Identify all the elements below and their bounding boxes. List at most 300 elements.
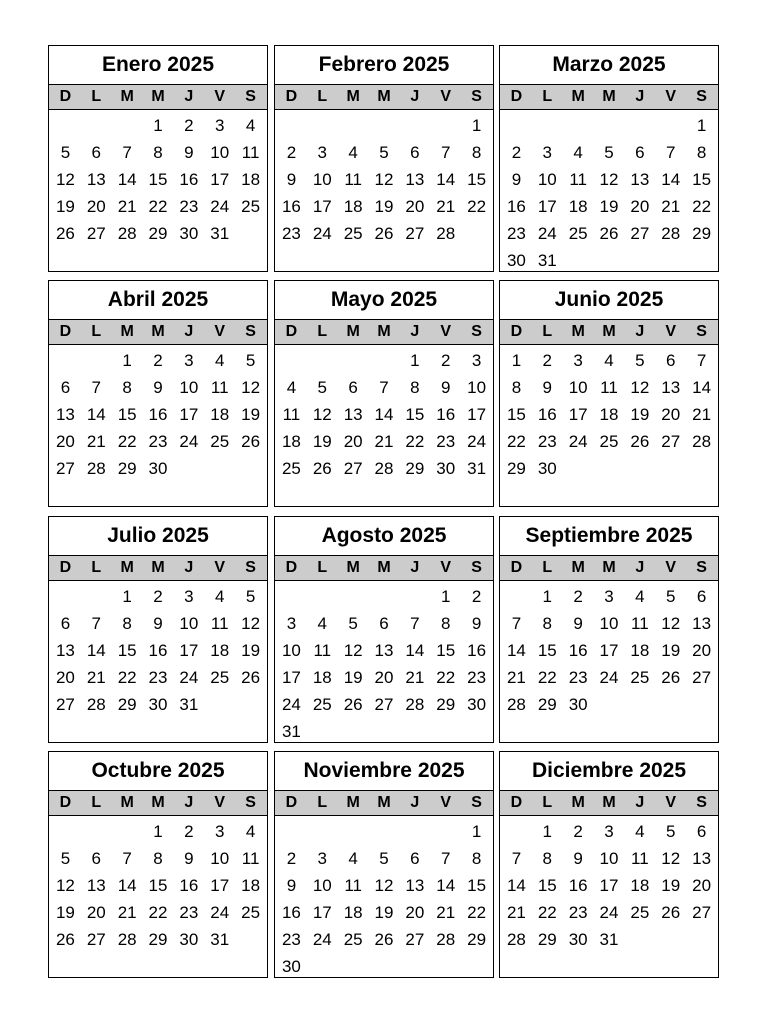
day-cell: 24: [599, 668, 619, 687]
day-grid: [49, 345, 267, 482]
empty-day-cell: [501, 112, 532, 139]
week-row: [276, 166, 492, 193]
day-cell: 18: [312, 668, 332, 687]
day-cell: 15: [467, 876, 487, 895]
day-cell: 1: [471, 822, 482, 841]
day-cell: 27: [405, 930, 425, 949]
day-cell: 23: [537, 432, 557, 451]
day-cell: 1: [122, 587, 132, 606]
day-cell: 27: [86, 930, 106, 949]
day-cell: 2: [573, 587, 583, 606]
day-cell: 27: [661, 432, 681, 451]
day-cell: 8: [696, 143, 707, 162]
day-cell: 13: [343, 405, 363, 424]
weekday-label: V: [214, 323, 226, 340]
day-cell: 1: [122, 351, 132, 370]
day-cell: 18: [210, 405, 230, 424]
day-cell: 11: [241, 849, 260, 868]
day-cell: 2: [440, 351, 451, 370]
day-cell: 5: [348, 614, 358, 633]
weekday-label: M: [377, 323, 391, 340]
day-cell: 5: [60, 849, 71, 868]
day-cell: 26: [55, 224, 75, 243]
day-cell: 4: [573, 143, 583, 162]
empty-day-cell: [686, 926, 717, 953]
weekday-label: L: [317, 88, 328, 105]
day-cell: 1: [471, 116, 482, 135]
day-cell: 8: [440, 614, 451, 633]
day-cell: 6: [60, 378, 71, 397]
week-row: [501, 220, 717, 247]
empty-day-cell: [430, 112, 461, 139]
day-cell: 8: [542, 849, 553, 868]
empty-day-cell: [235, 220, 266, 247]
day-cell: 22: [117, 668, 137, 687]
day-cell: 20: [86, 197, 106, 216]
day-cell: 1: [542, 587, 553, 606]
day-cell: 17: [179, 405, 199, 424]
week-row: [50, 583, 266, 610]
day-cell: 2: [573, 822, 583, 841]
week-row: [50, 112, 266, 139]
day-cell: 26: [343, 695, 363, 714]
weekday-label: M: [602, 794, 616, 811]
weekday-label: J: [635, 559, 645, 576]
day-grid: [500, 345, 718, 482]
day-cell: 8: [153, 143, 163, 162]
weekday-label: L: [542, 559, 553, 576]
week-row: [276, 818, 492, 845]
day-grid: [275, 110, 493, 247]
empty-day-cell: [173, 455, 204, 482]
day-cell: 3: [184, 351, 194, 370]
week-row: [50, 193, 266, 220]
day-cell: 27: [692, 668, 712, 687]
day-cell: 30: [537, 459, 557, 478]
day-cell: 10: [210, 849, 230, 868]
weekday-label: M: [571, 559, 585, 576]
day-cell: 4: [245, 822, 256, 841]
day-cell: 11: [241, 143, 260, 162]
day-cell: 10: [281, 641, 301, 660]
day-cell: 8: [122, 378, 132, 397]
weekday-header: [275, 319, 493, 345]
day-cell: 28: [117, 930, 137, 949]
empty-day-cell: [563, 112, 594, 139]
day-cell: 2: [153, 351, 163, 370]
empty-day-cell: [501, 583, 532, 610]
day-cell: 12: [55, 170, 75, 189]
weekday-label: S: [696, 323, 707, 340]
day-cell: 7: [511, 614, 522, 633]
month-block: [499, 516, 719, 743]
day-cell: 22: [436, 668, 456, 687]
weekday-label: S: [245, 794, 256, 811]
day-cell: 24: [312, 930, 332, 949]
day-cell: 19: [599, 197, 619, 216]
week-row: [276, 347, 492, 374]
week-row: [501, 664, 717, 691]
day-cell: 17: [281, 668, 301, 687]
day-cell: 30: [467, 695, 487, 714]
empty-day-cell: [307, 347, 338, 374]
day-cell: 29: [148, 224, 168, 243]
day-cell: 14: [692, 378, 712, 397]
day-cell: 16: [506, 197, 526, 216]
day-cell: 18: [568, 197, 588, 216]
weekday-label: M: [571, 323, 585, 340]
day-cell: 17: [537, 197, 557, 216]
day-cell: 22: [537, 903, 557, 922]
empty-day-cell: [50, 112, 81, 139]
day-cell: 2: [542, 351, 553, 370]
day-cell: 14: [436, 876, 456, 895]
weekday-label: D: [285, 88, 298, 105]
day-cell: 8: [410, 378, 420, 397]
month-title: Febrero 2025: [318, 53, 450, 76]
weekday-label: V: [214, 88, 226, 105]
day-cell: 4: [286, 378, 297, 397]
day-cell: 7: [122, 849, 132, 868]
weekday-header: [275, 790, 493, 816]
day-cell: 20: [55, 432, 75, 451]
day-cell: 3: [214, 822, 225, 841]
day-cell: 15: [467, 170, 487, 189]
day-cell: 18: [281, 432, 301, 451]
day-cell: 13: [630, 170, 650, 189]
week-row: [501, 926, 717, 953]
day-cell: 16: [568, 641, 588, 660]
day-cell: 10: [312, 170, 332, 189]
week-row: [50, 455, 266, 482]
day-cell: 11: [569, 170, 587, 189]
day-cell: 28: [86, 695, 106, 714]
weekday-label: J: [410, 323, 420, 340]
day-cell: 12: [374, 876, 394, 895]
day-cell: 4: [214, 351, 225, 370]
weekday-header: [275, 555, 493, 581]
day-cell: 16: [467, 641, 487, 660]
week-row: [501, 845, 717, 872]
week-row: [276, 401, 492, 428]
day-cell: 6: [348, 378, 358, 397]
empty-day-cell: [399, 818, 430, 845]
weekday-label: D: [510, 323, 523, 340]
empty-day-cell: [430, 953, 461, 980]
day-cell: 25: [312, 695, 332, 714]
day-cell: 12: [55, 876, 75, 895]
day-cell: 12: [241, 614, 261, 633]
empty-day-cell: [81, 112, 112, 139]
empty-day-cell: [430, 818, 461, 845]
day-cell: 18: [630, 641, 650, 660]
day-cell: 29: [537, 930, 557, 949]
weekday-label: J: [184, 559, 194, 576]
weekday-header: [500, 319, 718, 345]
day-cell: 14: [661, 170, 681, 189]
day-cell: 22: [148, 197, 168, 216]
week-row: [50, 166, 266, 193]
empty-day-cell: [594, 247, 625, 274]
day-cell: 12: [312, 405, 332, 424]
week-row: [50, 845, 266, 872]
day-cell: 20: [86, 903, 106, 922]
empty-day-cell: [399, 112, 430, 139]
empty-day-cell: [338, 953, 369, 980]
weekday-label: M: [120, 559, 134, 576]
weekday-label: V: [214, 794, 226, 811]
day-grid: [500, 816, 718, 953]
week-row: [50, 428, 266, 455]
day-cell: 17: [467, 405, 487, 424]
day-grid: [500, 581, 718, 718]
day-cell: 3: [573, 351, 583, 370]
day-cell: 9: [153, 614, 163, 633]
day-cell: 23: [281, 930, 301, 949]
weekday-label: M: [377, 794, 391, 811]
weekday-label: M: [377, 88, 391, 105]
day-cell: 28: [374, 459, 394, 478]
day-cell: 23: [179, 197, 199, 216]
weekday-label: D: [510, 794, 523, 811]
day-cell: 15: [148, 876, 168, 895]
week-row: [501, 401, 717, 428]
day-cell: 26: [55, 930, 75, 949]
weekday-label: V: [440, 323, 452, 340]
day-cell: 12: [599, 170, 619, 189]
day-cell: 13: [661, 378, 681, 397]
day-cell: 8: [471, 143, 482, 162]
day-cell: 14: [374, 405, 394, 424]
empty-day-cell: [399, 953, 430, 980]
month-title: Julio 2025: [107, 524, 209, 547]
week-row: [276, 718, 492, 745]
day-cell: 22: [467, 903, 487, 922]
week-row: [50, 899, 266, 926]
weekday-label: S: [696, 794, 707, 811]
day-cell: 14: [405, 641, 425, 660]
day-cell: 24: [210, 197, 230, 216]
day-cell: 24: [179, 668, 199, 687]
week-row: [50, 818, 266, 845]
day-cell: 22: [537, 668, 557, 687]
week-row: [276, 664, 492, 691]
day-cell: 30: [179, 930, 199, 949]
month-title: Enero 2025: [101, 53, 215, 76]
day-cell: 25: [568, 224, 588, 243]
day-cell: 9: [542, 378, 553, 397]
weekday-label: L: [317, 323, 328, 340]
day-cell: 11: [282, 405, 301, 424]
day-grid: [500, 110, 718, 274]
empty-day-cell: [81, 347, 112, 374]
day-cell: 5: [245, 587, 256, 606]
weekday-label: M: [571, 794, 585, 811]
weekday-header: [49, 319, 267, 345]
day-cell: 9: [471, 614, 482, 633]
weekday-label: D: [59, 88, 72, 105]
day-cell: 16: [179, 876, 199, 895]
day-cell: 19: [241, 405, 261, 424]
empty-day-cell: [307, 718, 338, 745]
day-cell: 4: [245, 116, 256, 135]
weekday-label: M: [602, 559, 616, 576]
week-row: [501, 374, 717, 401]
empty-day-cell: [276, 818, 307, 845]
day-cell: 17: [568, 405, 588, 424]
weekday-label: M: [120, 88, 134, 105]
day-cell: 26: [630, 432, 650, 451]
day-cell: 19: [312, 432, 332, 451]
weekday-label: M: [151, 323, 165, 340]
day-cell: 23: [568, 903, 588, 922]
day-cell: 2: [184, 116, 194, 135]
day-cell: 9: [511, 170, 522, 189]
day-cell: 25: [343, 224, 363, 243]
day-cell: 14: [86, 641, 106, 660]
day-cell: 24: [281, 695, 301, 714]
day-cell: 15: [537, 641, 557, 660]
day-cell: 16: [436, 405, 456, 424]
day-cell: 7: [122, 143, 132, 162]
week-row: [501, 112, 717, 139]
day-cell: 29: [692, 224, 712, 243]
day-cell: 11: [631, 849, 649, 868]
empty-day-cell: [369, 718, 400, 745]
week-row: [501, 247, 717, 274]
day-cell: 19: [661, 876, 681, 895]
weekday-header: [49, 84, 267, 110]
day-cell: 21: [661, 197, 681, 216]
weekday-label: S: [471, 559, 482, 576]
empty-day-cell: [655, 247, 686, 274]
empty-day-cell: [50, 818, 81, 845]
day-cell: 6: [665, 351, 676, 370]
day-cell: 28: [506, 930, 526, 949]
week-row: [50, 220, 266, 247]
week-row: [276, 193, 492, 220]
day-cell: 26: [374, 930, 394, 949]
day-cell: 9: [440, 378, 451, 397]
week-row: [50, 139, 266, 166]
empty-day-cell: [307, 112, 338, 139]
day-cell: 30: [148, 459, 168, 478]
day-cell: 15: [405, 405, 425, 424]
day-cell: 31: [179, 695, 199, 714]
week-row: [501, 428, 717, 455]
month-block: [499, 751, 719, 978]
day-cell: 10: [467, 378, 487, 397]
month-title: Septiembre 2025: [525, 524, 693, 547]
day-cell: 25: [630, 668, 650, 687]
weekday-header: [49, 555, 267, 581]
day-cell: 26: [374, 224, 394, 243]
week-row: [50, 926, 266, 953]
day-cell: 7: [440, 143, 451, 162]
weekday-label: L: [542, 794, 553, 811]
empty-day-cell: [399, 718, 430, 745]
day-cell: 10: [179, 614, 199, 633]
day-cell: 23: [506, 224, 526, 243]
weekday-label: D: [285, 794, 298, 811]
day-cell: 30: [436, 459, 456, 478]
day-cell: 19: [374, 903, 394, 922]
weekday-label: J: [410, 559, 420, 576]
day-cell: 22: [405, 432, 425, 451]
weekday-header: [500, 790, 718, 816]
day-cell: 4: [214, 587, 225, 606]
day-cell: 6: [91, 849, 102, 868]
weekday-header: [500, 84, 718, 110]
day-grid: [49, 110, 267, 247]
day-cell: 7: [440, 849, 451, 868]
empty-day-cell: [81, 583, 112, 610]
weekday-label: D: [59, 559, 72, 576]
day-cell: 30: [179, 224, 199, 243]
day-cell: 12: [661, 849, 681, 868]
weekday-label: J: [184, 794, 194, 811]
week-row: [501, 166, 717, 193]
day-cell: 19: [661, 641, 681, 660]
empty-day-cell: [204, 691, 235, 718]
month-title: Junio 2025: [554, 288, 664, 311]
day-cell: 3: [471, 351, 482, 370]
day-cell: 5: [60, 143, 71, 162]
weekday-label: M: [346, 559, 360, 576]
day-cell: 26: [661, 668, 681, 687]
day-cell: 31: [537, 251, 557, 270]
day-cell: 12: [630, 378, 650, 397]
weekday-label: M: [602, 88, 616, 105]
empty-day-cell: [563, 455, 594, 482]
day-cell: 16: [568, 876, 588, 895]
day-cell: 13: [405, 876, 425, 895]
day-cell: 23: [179, 903, 199, 922]
day-cell: 20: [405, 903, 425, 922]
weekday-label: M: [377, 559, 391, 576]
day-cell: 23: [281, 224, 301, 243]
day-cell: 21: [436, 197, 456, 216]
day-cell: 2: [286, 849, 297, 868]
day-cell: 25: [210, 668, 230, 687]
day-cell: 21: [506, 903, 526, 922]
day-cell: 31: [467, 459, 487, 478]
weekday-label: D: [510, 88, 523, 105]
weekday-label: M: [151, 88, 165, 105]
week-row: [501, 610, 717, 637]
day-cell: 20: [374, 668, 394, 687]
week-row: [276, 610, 492, 637]
empty-day-cell: [369, 112, 400, 139]
day-cell: 27: [343, 459, 363, 478]
week-row: [276, 583, 492, 610]
day-cell: 3: [184, 587, 194, 606]
day-cell: 15: [436, 641, 456, 660]
empty-day-cell: [204, 455, 235, 482]
empty-day-cell: [369, 347, 400, 374]
empty-day-cell: [338, 583, 369, 610]
day-cell: 21: [86, 668, 106, 687]
day-cell: 1: [511, 351, 522, 370]
weekday-label: M: [346, 88, 360, 105]
day-cell: 16: [281, 197, 301, 216]
day-cell: 9: [184, 143, 194, 162]
day-cell: 10: [312, 876, 332, 895]
day-cell: 3: [317, 143, 328, 162]
day-cell: 21: [506, 668, 526, 687]
week-row: [276, 845, 492, 872]
month-block: [499, 280, 719, 507]
